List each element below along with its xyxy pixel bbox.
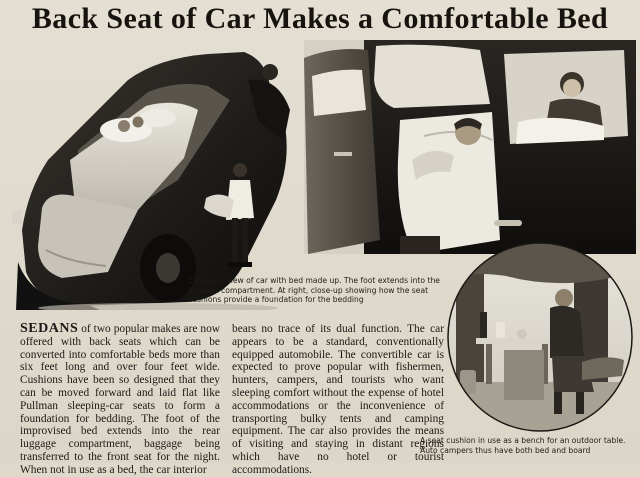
cutaway-caption: Cut-away view of car with bed made up. The foot extends into the luggage compartment. At right, close-up showing how the seat cushions provide a foundation for the bedding [188,276,440,305]
cutaway-car-photo [8,40,304,310]
article-column-1-text: of two popular makes are now offered with back seats which can be converted into comfortable beds more than six feet long and over four feet wide. Cushions have been so designed that they can be moved forward and laid flat like Pullman sleeping-car seats to form a foundation for bedding. The foot of the improvised bed extends into the rear luggage compartment, baggage being transferred to the front seat for the night. When not in use as a bed, the car interior [20,323,220,476]
outdoor-caption: A seat cushion in use as a bench for an outdoor table. Auto campers thus have both bed and board [420,436,626,455]
article-column-2: bears no trace of its dual function. The car appears to be a standard, conventionally equipped automobile. The convertible car is expected to prove popular with fishermen, hunters, campers, and tourists who want sleeping comfort without the expense of hotel accommodations or the inconvenience of transporting bulky tents and camping equipment. The car also provides the means of visiting and staying in distant regions which have no hotel or tourist accommodations. [232,323,444,476]
outdoor-bench-photo [446,242,634,432]
article-dropcap: SEDANS [20,321,79,336]
page-title: Back Seat of Car Makes a Comfortable Bed [31,2,609,35]
article-column-1 [20,323,220,477]
closeup-interior-photo [304,40,636,254]
